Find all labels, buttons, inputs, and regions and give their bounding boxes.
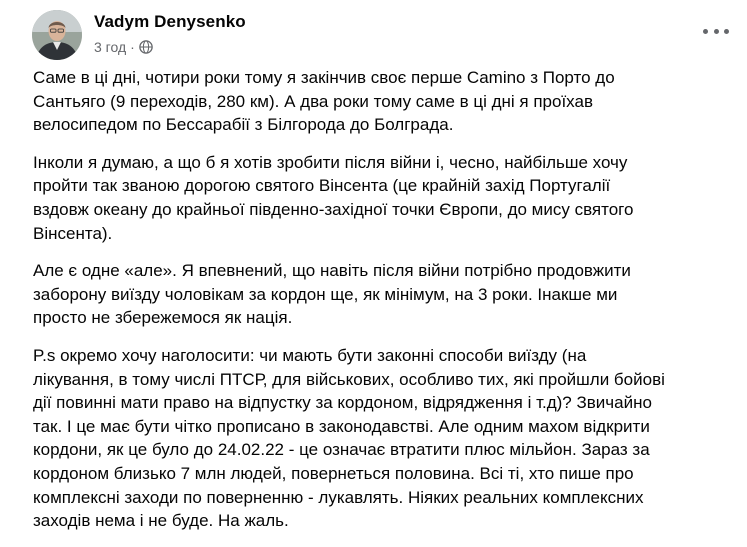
- author-name[interactable]: Vadym Denysenko: [94, 12, 246, 31]
- avatar[interactable]: [32, 10, 82, 60]
- post-time[interactable]: 3 год: [94, 39, 127, 55]
- post-meta: [94, 39, 153, 55]
- avatar-photo: [32, 10, 82, 60]
- globe-icon[interactable]: [139, 40, 153, 54]
- paragraph-1: Саме в ці дні, чотири роки тому я закінчив своє перше Camino з Порто до Сантьяго (9 переходів, 280 км). А два роки тому саме в ці дні я проїхав велосипедом по Бессарабії з Білгорода до Болграда.: [33, 68, 615, 135]
- more-options-button[interactable]: [703, 22, 729, 40]
- paragraph-3: Але є одне «але». Я впевнений, що навіть після війни потрібно продовжити заборону виїзду чоловікам за кордон ще, як мінімум, на 3 роки. Інакше ми просто не збережемося як нація.: [33, 261, 631, 328]
- paragraph-4: P.s окремо хочу наголосити: чи мають бути законні способи виїзду (на лікування, в тому числі ПТСР, для військових, особливо тих, які пройшли бойові дії повинні мати право на відпустку за кордоном, відрядження і т.д)? Звичайно так. І це має бути чітко прописано в законодавстві. Але одним махом відкрити кордони, як це було до 24.02.22 - це означає втратити плюс мільйон. Зараз за кордоном близько 7 млн людей, повернеться половина. Всі ті, хто пише про комплексні заходи по поверненню - лукавлять. Ніяких реальних комплексних заходів нема і не буде. На жаль.: [33, 345, 665, 531]
- paragraph-2: Інколи я думаю, а що б я хотів зробити після війни і, чесно, найбільше хочу пройти так званою дорогою святого Вінсента (це крайній захід Португалії вздовж океану до крайньої південно-західної точки Європи, до мису святого Вінсента).: [33, 152, 634, 243]
- post-text: [33, 66, 733, 547]
- more-dots-icon: [703, 29, 708, 34]
- separator-dot: ·: [130, 39, 135, 55]
